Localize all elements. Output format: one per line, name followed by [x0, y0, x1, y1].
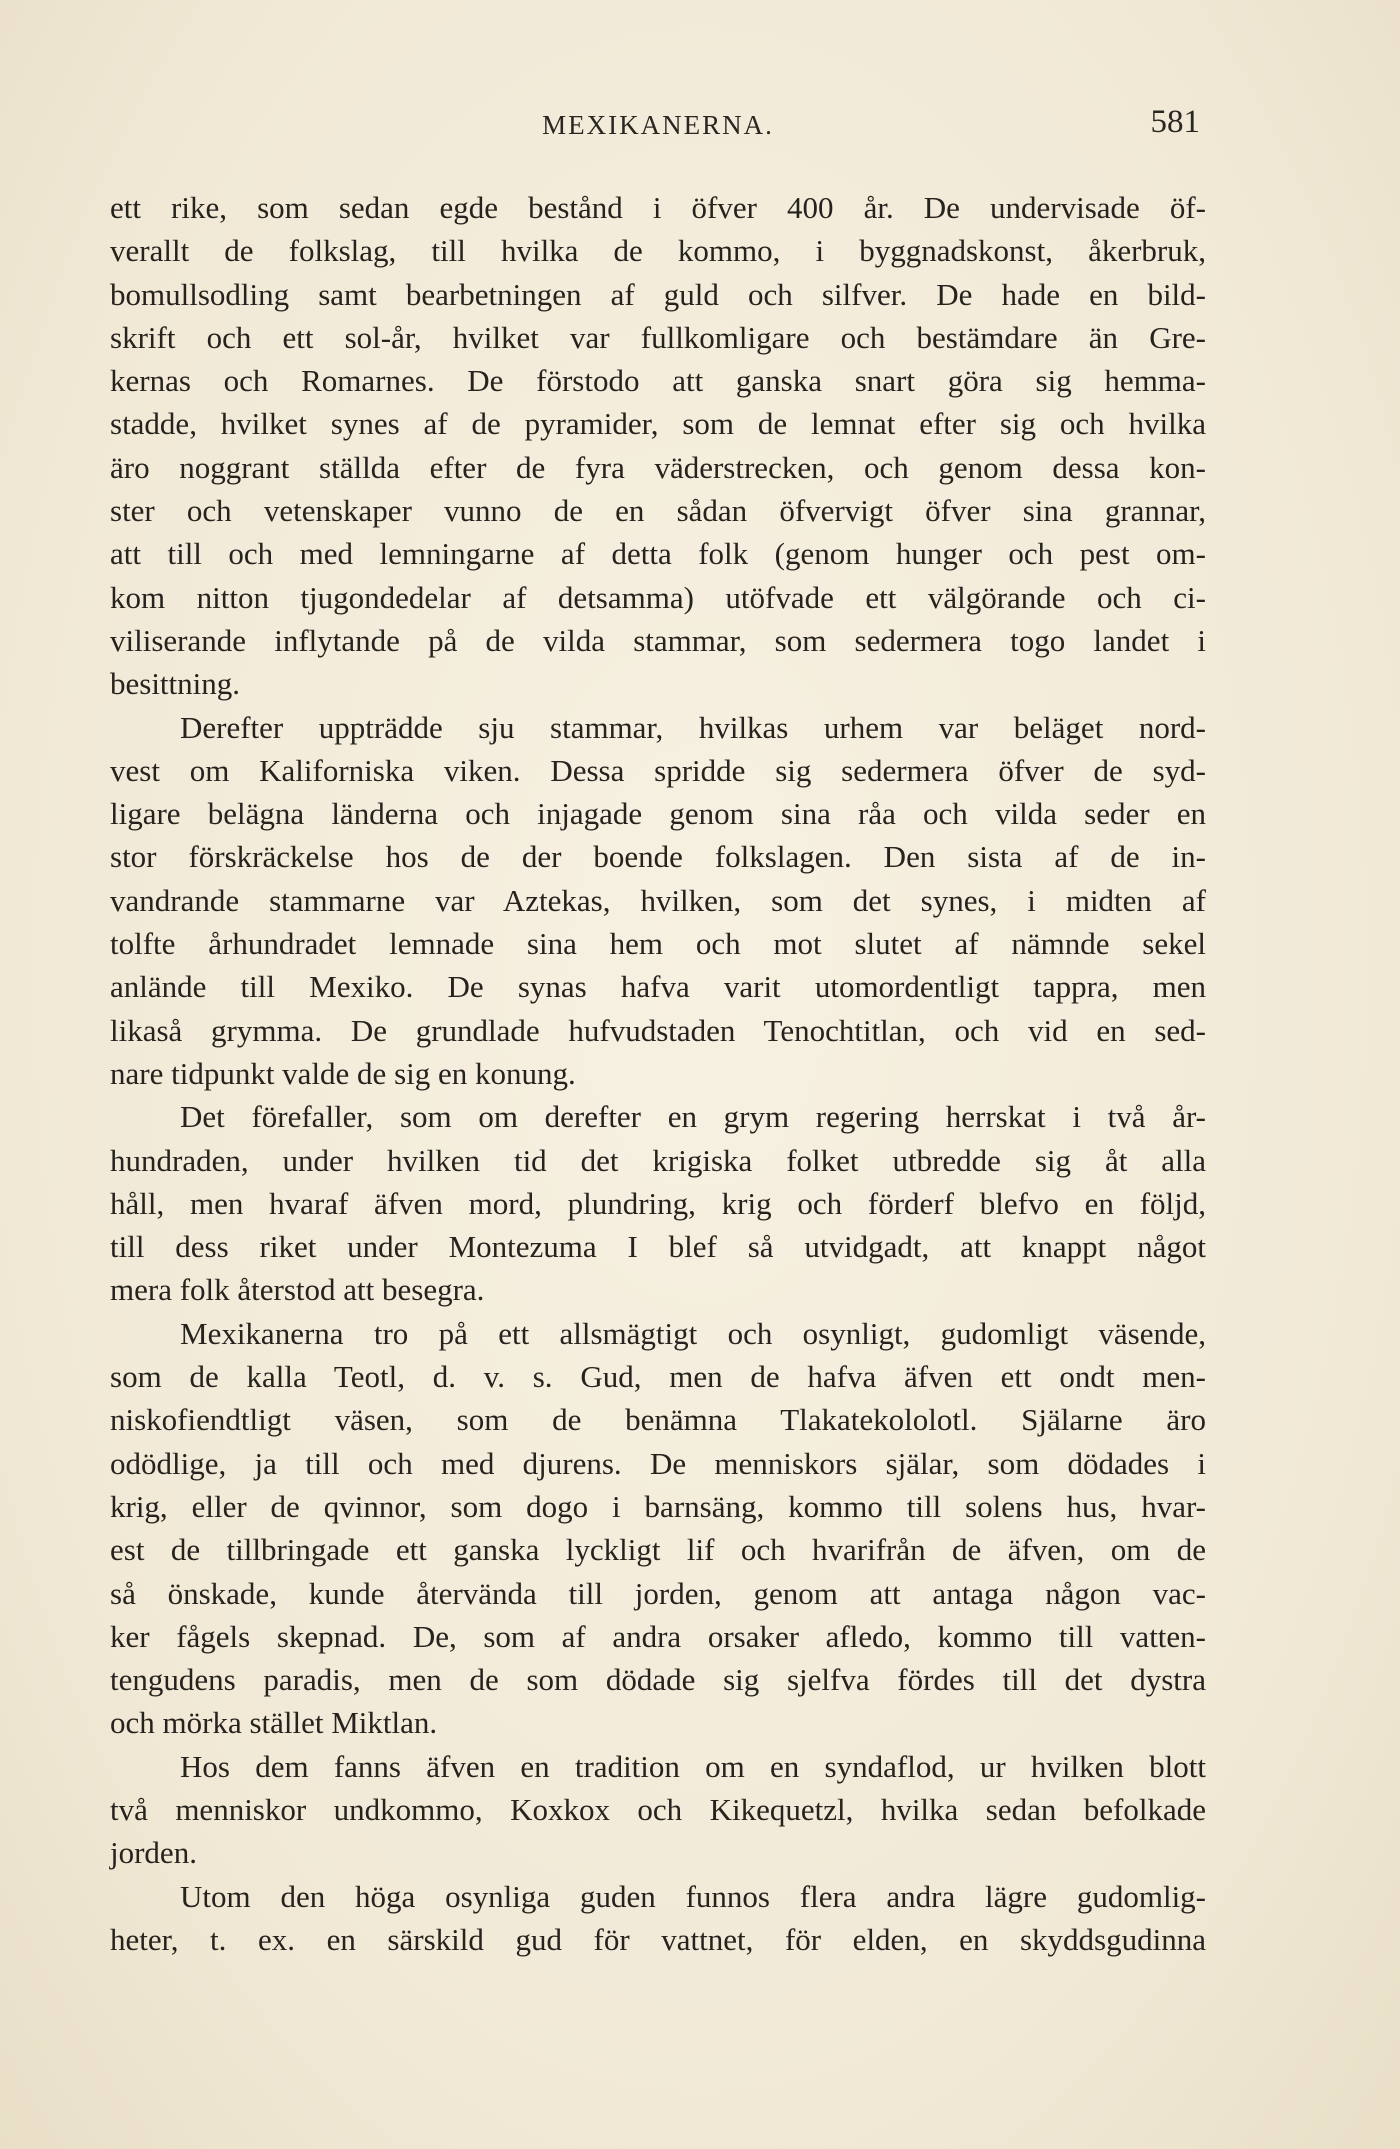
text-line: Hos dem fanns äfven en tradition om en syndaflod, ur hvilken blott	[180, 1748, 1206, 1784]
text-line: ster och vetenskaper vunno de en sådan öfvervigt öfver sina grannar,	[110, 493, 1206, 529]
text-line: som de kalla Teotl, d. v. s. Gud, men de hafva äfven ett ondt men-	[110, 1359, 1206, 1395]
text-line: heter, t. ex. en särskild gud för vattnet, för elden, en skyddsgudinna	[110, 1921, 1206, 1957]
text-line: niskofiendtligt väsen, som de benämna Tlakatekololotl. Själarne äro	[110, 1402, 1206, 1438]
text-line: stadde, hvilket synes af de pyramider, som de lemnat efter sig och hvilka	[110, 406, 1206, 442]
body-text	[110, 186, 1206, 1961]
text-line: ker fågels skepnad. De, som af andra orsaker afledo, kommo till vatten-	[110, 1618, 1206, 1654]
text-line: äro noggrant ställda efter de fyra väderstrecken, och genom dessa kon-	[110, 449, 1206, 485]
text-line: anlände till Mexiko. De synas hafva varit utomordentligt tappra, men	[110, 969, 1206, 1005]
text-line: håll, men hvaraf äfven mord, plundring, krig och förderf blefvo en följd,	[110, 1185, 1206, 1221]
text-line: ligare belägna länderna och injagade genom sina råa och vilda seder en	[110, 796, 1206, 832]
text-line: skrift och ett sol-år, hvilket var fullkomligare och bestämdare än Gre-	[110, 319, 1206, 355]
page-header	[110, 104, 1206, 144]
running-title: MEXIKANERNA.	[542, 110, 774, 140]
text-line: att till och med lemningarne af detta folk (genom hunger och pest om-	[110, 536, 1206, 572]
text-line: bomullsodling samt bearbetningen af guld och silfver. De hade en bild-	[110, 276, 1206, 312]
text-line: verallt de folkslag, till hvilka de kommo, i byggnadskonst, åkerbruk,	[110, 233, 1206, 269]
text-line: så önskade, kunde återvända till jorden, genom att antaga någon vac-	[110, 1575, 1206, 1611]
text-line: Derefter uppträdde sju stammar, hvilkas urhem var beläget nord-	[180, 709, 1206, 745]
text-line: tengudens paradis, men de som dödade sig sjelfva fördes till det dystra	[110, 1662, 1206, 1698]
text-line: viliserande inflytande på de vilda stammar, som sedermera togo landet i	[110, 622, 1206, 658]
text-line: till dess riket under Montezuma I blef så utvidgadt, att knappt något	[110, 1229, 1206, 1265]
text-line: odödlige, ja till och med djurens. De menniskors själar, som dödades i	[110, 1445, 1206, 1481]
text-line: est de tillbringade ett ganska lyckligt lif och hvarifrån de äfven, om de	[110, 1532, 1206, 1568]
text-line: jorden.	[110, 1835, 197, 1871]
text-line: två menniskor undkommo, Koxkox och Kikequetzl, hvilka sedan befolkade	[110, 1791, 1206, 1827]
text-line: stor förskräckelse hos de der boende folkslagen. Den sista af de in-	[110, 839, 1206, 875]
text-line: Utom den höga osynliga guden funnos flera andra lägre gudomlig-	[180, 1878, 1206, 1914]
text-line: kom nitton tjugondedelar af detsamma) utöfvade ett välgörande och ci-	[110, 579, 1206, 615]
text-line: krig, eller de qvinnor, som dogo i barnsäng, kommo till solens hus, hvar-	[110, 1488, 1206, 1524]
text-line: vandrande stammarne var Aztekas, hvilken, som det synes, i midten af	[110, 882, 1206, 918]
text-line: och mörka stället Miktlan.	[110, 1705, 438, 1741]
text-line: likaså grymma. De grundlade hufvudstaden Tenochtitlan, och vid en sed-	[110, 1012, 1206, 1048]
text-line: Mexikanerna tro på ett allsmägtigt och osynligt, gudomligt väsende,	[180, 1315, 1206, 1351]
text-line: mera folk återstod att besegra.	[110, 1272, 485, 1308]
text-line: kernas och Romarnes. De förstodo att ganska snart göra sig hemma-	[110, 363, 1206, 399]
text-line: tolfte århundradet lemnade sina hem och mot slutet af nämnde sekel	[110, 926, 1206, 962]
text-line: besittning.	[110, 666, 241, 702]
text-line: hundraden, under hvilken tid det krigiska folket utbredde sig åt alla	[110, 1142, 1206, 1178]
text-line: vest om Kaliforniska viken. Dessa spridde sig sedermera öfver de syd-	[110, 752, 1206, 788]
text-line: Det förefaller, som om derefter en grym regering herrskat i två år-	[180, 1099, 1206, 1135]
text-line: ett rike, som sedan egde bestånd i öfver 400 år. De undervisade öf-	[110, 190, 1206, 225]
page-number: 581	[1150, 104, 1200, 140]
text-line: nare tidpunkt valde de sig en konung.	[110, 1055, 576, 1091]
